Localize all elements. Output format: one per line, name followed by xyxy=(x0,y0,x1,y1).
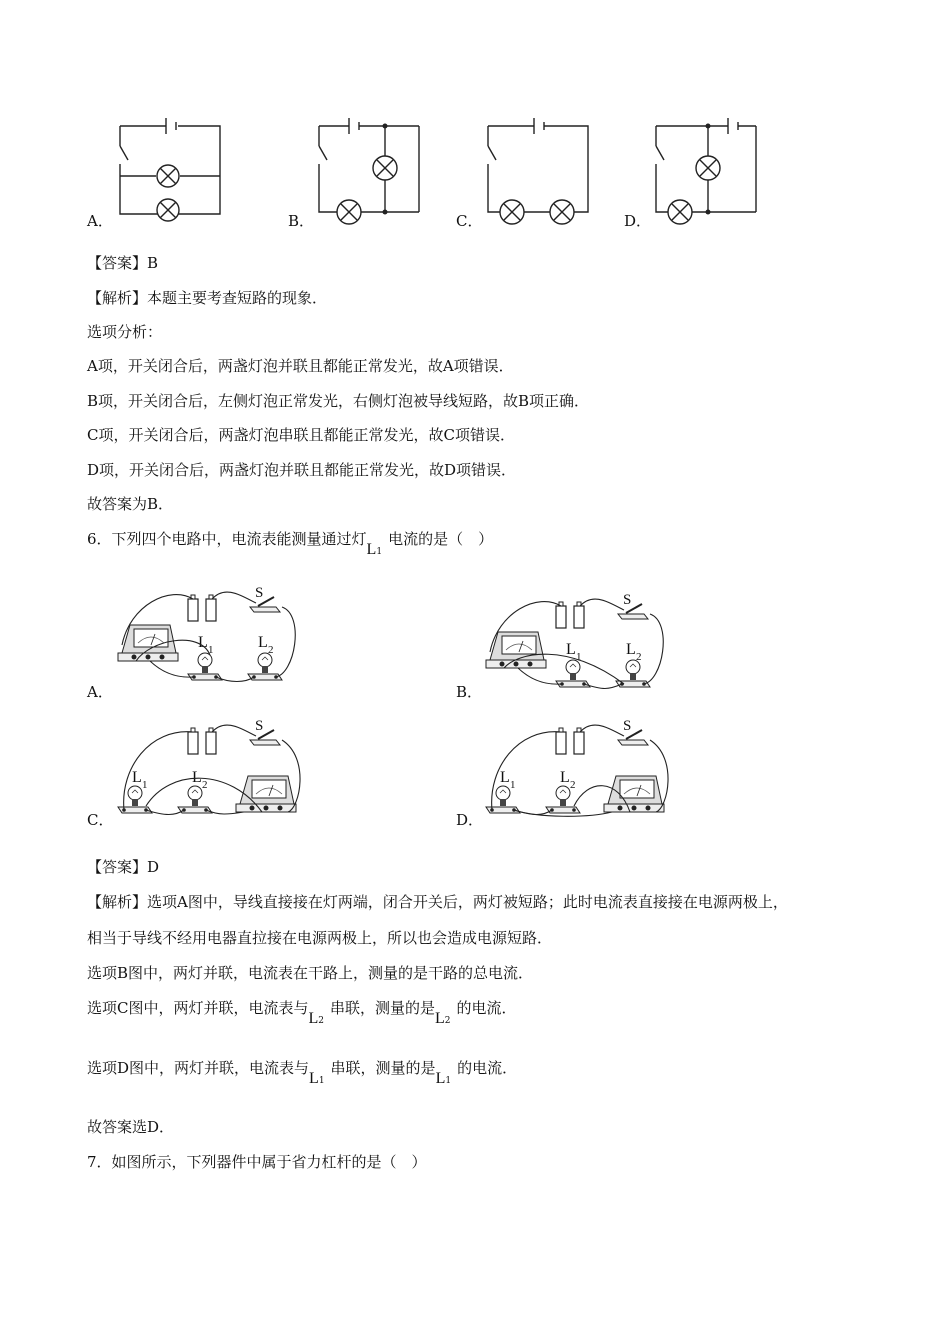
wire xyxy=(584,684,622,689)
battery-cell xyxy=(206,732,216,754)
q6-stem-after: 电流的是（ ） xyxy=(388,530,494,548)
q6-stem xyxy=(87,529,494,558)
q6-analysis-d: 选项D图中，两灯并联，电流表与L1串联，测量的是L1的电流． xyxy=(87,1059,518,1087)
lamp1-label: L xyxy=(132,769,142,786)
circuit-a xyxy=(110,118,230,218)
bulb xyxy=(128,786,142,800)
q6-figure-a xyxy=(110,585,300,685)
switch xyxy=(618,740,648,745)
q6-analysis-b: 选项B图中，两灯并联，电流表在干路上，测量的是干路的总电流． xyxy=(87,964,534,982)
switch xyxy=(250,740,280,745)
q5-analysis-d: D项，开关闭合后，两盏灯泡并联且都能正常发光，故D项错误． xyxy=(87,461,517,479)
lamp2-sub: 2 xyxy=(202,779,208,791)
lamp2-label: L xyxy=(560,769,570,786)
q5-analysis: 【解析】本题主要考查短路的现象． xyxy=(87,289,328,307)
lamp1-label: L xyxy=(198,634,208,651)
lamp1-label: L xyxy=(566,641,576,658)
q6-analysis-1: 【解析】选项A图中，导线直接接在灯两端，闭合开关后，两灯被短路；此时电流表直接接在电源两极上， xyxy=(87,893,788,911)
lamp2-sub: 2 xyxy=(636,651,642,663)
lamp1-sub: 1 xyxy=(208,644,214,656)
q6-option-c: C． xyxy=(87,811,114,829)
lamp1-sub: 1 xyxy=(142,779,148,791)
wire xyxy=(216,677,254,682)
wire xyxy=(275,607,295,677)
q6-option-d: D． xyxy=(456,811,484,829)
circuit-b xyxy=(315,118,425,218)
switch-label: S xyxy=(255,585,264,601)
q6-answer: 【答案】D xyxy=(87,858,160,876)
q5-option-b: B． xyxy=(288,212,315,230)
wire xyxy=(580,599,624,610)
battery-cell xyxy=(188,599,198,621)
lamp2-label: L xyxy=(626,641,636,658)
wire xyxy=(580,725,624,736)
switch-label: S xyxy=(623,718,632,734)
lamp2-label: L xyxy=(258,634,268,651)
bulb xyxy=(188,786,202,800)
lamp2-sub: 2 xyxy=(268,644,274,656)
lamp2-label: L xyxy=(192,769,202,786)
q6-analysis-2: 相当于导线不经用电器直拉接在电源两极上，所以也会造成电源短路． xyxy=(87,929,553,947)
wire xyxy=(643,614,663,684)
battery-cell xyxy=(556,732,566,754)
q6-option-a: A． xyxy=(87,683,113,701)
q5-answer: 【答案】B xyxy=(87,254,159,272)
q6-figure-b xyxy=(478,592,668,692)
battery-cell xyxy=(574,606,584,628)
circuit-d xyxy=(652,118,762,218)
q5-analysis-a: A项，开关闭合后，两盏灯泡并联且都能正常发光，故A项错误． xyxy=(87,357,514,375)
switch xyxy=(250,607,280,612)
q5-option-analysis-title: 选项分析： xyxy=(87,323,163,341)
bulb xyxy=(496,786,510,800)
bulb xyxy=(556,786,570,800)
wire xyxy=(146,810,184,815)
circuit-c xyxy=(484,118,594,218)
q6-figure-c xyxy=(110,718,300,818)
q5-option-c: C． xyxy=(456,212,483,230)
wire xyxy=(212,592,256,603)
q5-analysis-b: B项，开关闭合后，左侧灯泡正常发光，右侧灯泡被导线短路，故B项正确． xyxy=(87,392,590,410)
q6-stem-lamp: L1 xyxy=(366,541,383,558)
lamp1-sub: 1 xyxy=(576,651,582,663)
wire xyxy=(150,661,194,677)
q5-analysis-c: C项，开关闭合后，两盏灯泡串联且都能正常发光，故C项错误． xyxy=(87,426,515,444)
q6-option-b: B． xyxy=(456,683,483,701)
battery-cell xyxy=(206,599,216,621)
lamp1-label: L xyxy=(500,769,510,786)
switch xyxy=(618,614,648,619)
wire xyxy=(212,725,256,736)
battery-cell xyxy=(574,732,584,754)
q5-option-d: D． xyxy=(624,212,652,230)
q6-analysis-c: 选项C图中，两灯并联，电流表与L2串联，测量的是L2的电流． xyxy=(87,999,517,1027)
battery-cell xyxy=(556,606,566,628)
q5-conclusion: 故答案为B． xyxy=(87,495,174,513)
q6-figure-d xyxy=(478,718,668,818)
q6-conclusion: 故答案选D． xyxy=(87,1118,175,1136)
switch-label: S xyxy=(623,592,632,608)
q5-option-a: A． xyxy=(87,212,113,230)
q7-stem: 7．如图所示，下列器件中属于省力杠杆的是（ ） xyxy=(87,1153,427,1171)
wire xyxy=(518,668,562,684)
lamp1-sub: 1 xyxy=(510,779,516,791)
battery-cell xyxy=(188,732,198,754)
q6-stem-before: 6．下列四个电路中，电流表能测量通过灯 xyxy=(87,530,367,548)
switch-label: S xyxy=(255,718,264,734)
lamp2-sub: 2 xyxy=(570,779,576,791)
